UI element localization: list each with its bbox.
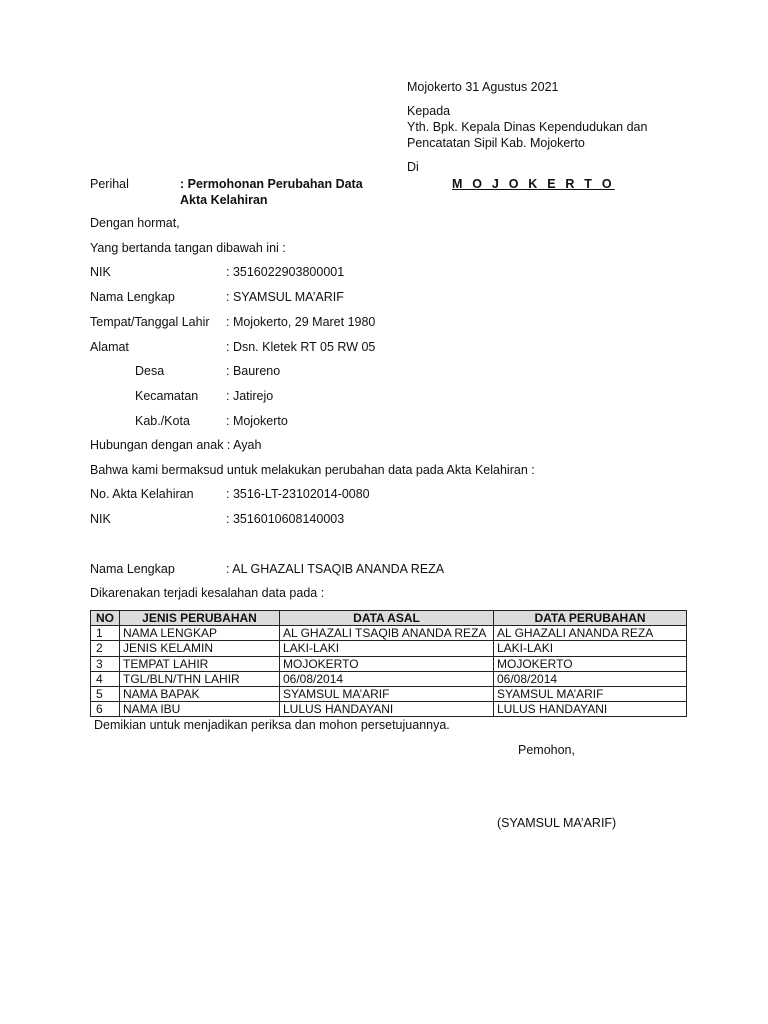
header-no: NO — [91, 611, 120, 626]
purpose-text: Bahwa kami bermaksud untuk melakukan perubahan data pada Akta Kelahiran : — [90, 463, 535, 477]
row-no: 4 — [91, 671, 120, 686]
row-no: 5 — [91, 686, 120, 701]
row-no: 2 — [91, 641, 120, 656]
child-nik-label: NIK — [90, 512, 111, 526]
child-nik-value: : 3516010608140003 — [226, 512, 345, 526]
relation-text: Hubungan dengan anak : Ayah — [90, 438, 262, 452]
row-perubahan: 06/08/2014 — [494, 671, 687, 686]
di-label: Di — [407, 160, 419, 174]
applicant-birth-value: : Mojokerto, 29 Maret 1980 — [226, 315, 376, 329]
table-row — [91, 656, 687, 671]
applicant-nik-label: NIK — [90, 265, 111, 279]
recipient-line-2: Pencatatan Sipil Kab. Mojokerto — [407, 136, 585, 150]
applicant-nik-value: : 3516022903800001 — [226, 265, 345, 279]
row-asal: LAKI-LAKI — [280, 641, 494, 656]
applicant-name-label: Nama Lengkap — [90, 290, 175, 304]
header-data-asal: DATA ASAL — [280, 611, 494, 626]
header-data-perubahan: DATA PERUBAHAN — [494, 611, 687, 626]
row-no: 1 — [91, 626, 120, 641]
applicant-birth-label: Tempat/Tanggal Lahir — [90, 315, 210, 329]
table-row — [91, 686, 687, 701]
row-perubahan: AL GHAZALI ANANDA REZA — [494, 626, 687, 641]
subject-value-line-1: : Permohonan Perubahan Data — [180, 177, 363, 191]
applicant-kecamatan-value: : Jatirejo — [226, 389, 274, 403]
row-no: 3 — [91, 656, 120, 671]
applicant-kab-label: Kab./Kota — [135, 414, 190, 428]
recipient-city: M O J O K E R T O — [452, 177, 615, 191]
table-row — [91, 671, 687, 686]
row-perubahan: LULUS HANDAYANI — [494, 702, 687, 717]
row-jenis: NAMA BAPAK — [120, 686, 280, 701]
subject-value-line-2: Akta Kelahiran — [180, 193, 268, 207]
table-row — [91, 626, 687, 641]
table-row — [91, 641, 687, 656]
applicant-name-value: : SYAMSUL MA’ARIF — [226, 290, 344, 304]
to-label: Kepada — [407, 104, 451, 118]
row-perubahan: MOJOKERTO — [494, 656, 687, 671]
child-name-label: Nama Lengkap — [90, 562, 175, 576]
table-row — [91, 702, 687, 717]
place-date: Mojokerto 31 Agustus 2021 — [407, 80, 559, 94]
signature-name: (SYAMSUL MA’ARIF) — [497, 816, 617, 830]
row-jenis: TGL/BLN/THN LAHIR — [120, 671, 280, 686]
applicant-kab-value: : Mojokerto — [226, 414, 288, 428]
row-asal: 06/08/2014 — [280, 671, 494, 686]
applicant-desa-value: : Baureno — [226, 364, 281, 378]
row-asal: LULUS HANDAYANI — [280, 702, 494, 717]
signature-label: Pemohon, — [518, 743, 575, 757]
child-akta-value: : 3516-LT-23102014-0080 — [226, 487, 370, 501]
row-jenis: NAMA LENGKAP — [120, 626, 280, 641]
row-asal: SYAMSUL MA’ARIF — [280, 686, 494, 701]
row-jenis: NAMA IBU — [120, 702, 280, 717]
error-intro-text: Dikarenakan terjadi kesalahan data pada : — [90, 586, 325, 600]
row-perubahan: SYAMSUL MA’ARIF — [494, 686, 687, 701]
child-name-value: : AL GHAZALI TSAQIB ANANDA REZA — [226, 562, 445, 576]
row-jenis: JENIS KELAMIN — [120, 641, 280, 656]
header-jenis-perubahan: JENIS PERUBAHAN — [120, 611, 280, 626]
applicant-kecamatan-label: Kecamatan — [135, 389, 199, 403]
row-perubahan: LAKI-LAKI — [494, 641, 687, 656]
closing-text: Demikian untuk menjadikan periksa dan mohon persetujuannya. — [94, 718, 450, 732]
table-header-row — [91, 611, 687, 626]
row-asal: AL GHAZALI TSAQIB ANANDA REZA — [280, 626, 494, 641]
applicant-address-value: : Dsn. Kletek RT 05 RW 05 — [226, 340, 376, 354]
applicant-desa-label: Desa — [135, 364, 165, 378]
intro-text: Yang bertanda tangan dibawah ini : — [90, 241, 286, 255]
row-jenis: TEMPAT LAHIR — [120, 656, 280, 671]
changes-table — [90, 610, 687, 717]
row-asal: MOJOKERTO — [280, 656, 494, 671]
applicant-address-label: Alamat — [90, 340, 129, 354]
greeting: Dengan hormat, — [90, 216, 180, 230]
row-no: 6 — [91, 702, 120, 717]
subject-label: Perihal — [90, 177, 129, 191]
child-akta-label: No. Akta Kelahiran — [90, 487, 194, 501]
recipient-line-1: Yth. Bpk. Kepala Dinas Kependudukan dan — [407, 120, 648, 134]
